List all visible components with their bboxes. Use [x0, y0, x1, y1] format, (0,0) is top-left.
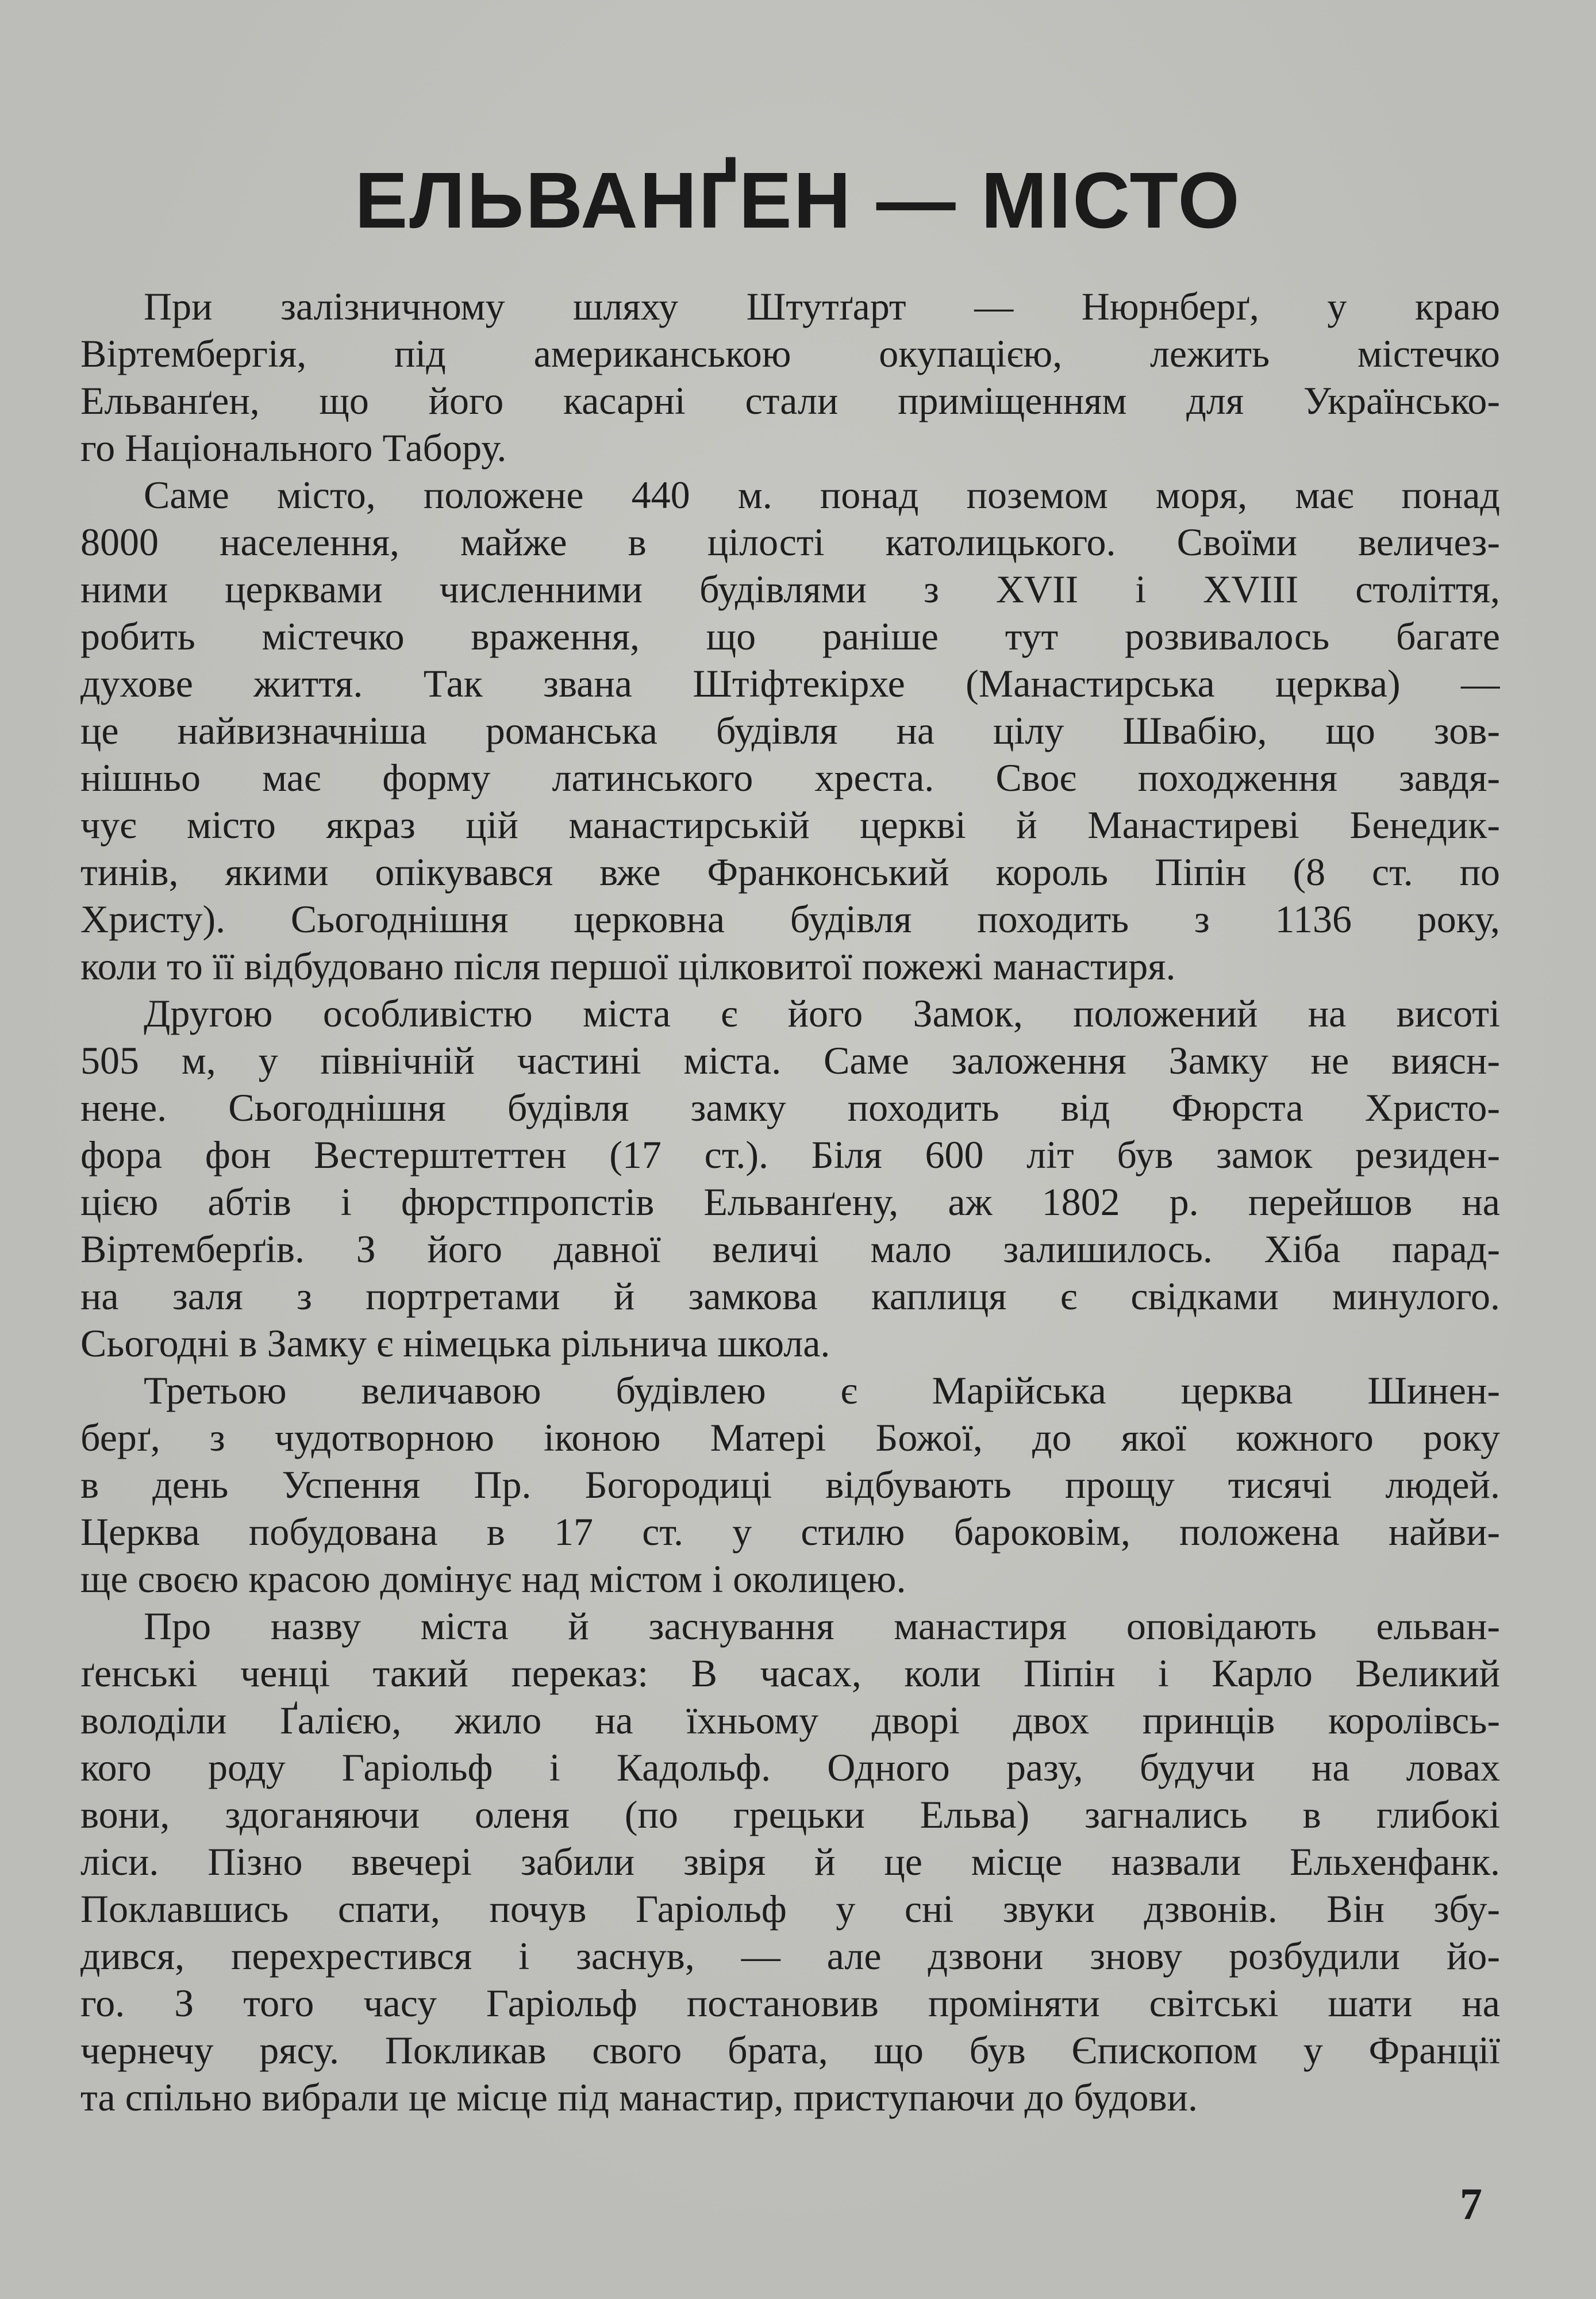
text-line: При залізничному шляху Штутґарт — Нюрнберґ, у краю: [144, 285, 1500, 328]
text-line: нене. Сьогоднішня будівля замку походить від Фюрста Христо-: [80, 1086, 1500, 1129]
text-line: це найвизначніша романська будівля на цілу Швабію, що зов-: [80, 709, 1500, 752]
paragraph: [80, 990, 1500, 1367]
text-line: Поклавшись спати, почув Гаріольф у сні звуки дзвонів. Він збу-: [80, 1887, 1500, 1931]
text-line: дився, перехрестився і заснув, — але дзвони знову розбудили йо-: [80, 1934, 1500, 1978]
text-line: та спільно вибрали це місце під манастир, приступаючи до будови.: [80, 2075, 1198, 2119]
text-line: ще своєю красою домінує над містом і околицею.: [80, 1557, 906, 1601]
paragraph: [80, 283, 1500, 471]
text-line: Саме місто, положене 440 м. понад поземом моря, має понад: [144, 473, 1500, 517]
text-line: чує місто якраз цій манастирській церкві й Манастиреві Бенедик-: [80, 803, 1500, 847]
text-line: Про назву міста й заснування манастиря оповідають ельван-: [144, 1604, 1500, 1648]
text-line: фора фон Вестерштеттен (17 ст.). Біля 600 літ був замок резиден-: [80, 1133, 1500, 1177]
text-line: Віртембергія, під американською окупацією, лежить містечко: [80, 332, 1500, 375]
text-line: Третьою величавою будівлею є Марійська церква Шинен-: [144, 1368, 1500, 1412]
text-line: Другою особливістю міста є його Замок, положений на висоті: [144, 991, 1500, 1035]
text-line: го Національного Табору.: [80, 426, 507, 470]
paragraph: [80, 471, 1500, 990]
text-line: чернечу рясу. Покликав свого брата, що був Єпископом у Франції: [80, 2028, 1500, 2072]
text-line: 8000 населення, майже в цілості католицького. Своїми величез-: [80, 520, 1500, 564]
text-line: духове життя. Так звана Штіфтекірхе (Манастирська церква) —: [80, 662, 1500, 705]
text-line: робить містечко враження, що раніше тут розвивалось багате: [80, 614, 1500, 658]
page-number: 7: [1460, 2179, 1482, 2229]
text-line: Ельванґен, що його касарні стали приміщенням для Українсько-: [80, 379, 1500, 422]
text-line: тинів, якими опікувався вже Франконський король Піпін (8 ст. по: [80, 850, 1500, 894]
text-line: цією абтів і фюрстпропстів Ельванґену, аж 1802 р. перейшов на: [80, 1180, 1500, 1224]
text-line: ґенські ченці такий переказ: В часах, коли Піпін і Карло Великий: [80, 1651, 1500, 1695]
text-line: Церква побудована в 17 ст. у стилю бароковім, положена найви-: [80, 1510, 1500, 1554]
paragraph: [80, 1602, 1500, 2121]
text-line: берґ, з чудотворною іконою Матері Божої, до якої кожного року: [80, 1416, 1500, 1459]
text-line: го. З того часу Гаріольф постановив проміняти світські шати на: [80, 1981, 1500, 2025]
text-line: Віртемберґів. З його давної величі мало залишилось. Хіба парад-: [80, 1227, 1500, 1271]
text-line: 505 м, у північній частині міста. Саме заложення Замку не виясн-: [80, 1039, 1500, 1082]
text-line: кого роду Гаріольф і Кадольф. Одного разу, будучи на ловах: [80, 1746, 1500, 1789]
text-line: коли то її відбудовано після першої цілковитої пожежі манастиря.: [80, 944, 1176, 988]
page-title: ЕЛЬВАНҐЕН — МІСТО: [355, 156, 1241, 245]
text-line: ними церквами численними будівлями з XVII і XVIII століття,: [80, 567, 1500, 611]
paragraph: [80, 1367, 1500, 1602]
text-line: Сьогодні в Замку є німецька рільнича школа.: [80, 1321, 830, 1365]
text-line: володіли Ґалією, жило на їхньому дворі двох принців королівсь-: [80, 1698, 1500, 1742]
text-line: ліси. Пізно ввечері забили звіря й це місце назвали Ельхенфанк.: [80, 1840, 1500, 1883]
text-line: Христу). Сьогоднішня церковна будівля походить з 1136 року,: [80, 897, 1500, 941]
text-line: вони, здоганяючи оленя (по грецьки Ельва) загнались в глибокі: [80, 1793, 1500, 1836]
text-line: нішньо має форму латинського хреста. Своє походження завдя-: [80, 756, 1500, 799]
text-line: в день Успення Пр. Богородиці відбувають прощу тисячі людей.: [80, 1463, 1500, 1506]
text-line: на заля з портретами й замкова каплиця є свідками минулого.: [80, 1274, 1500, 1318]
article-body: [80, 283, 1500, 2121]
